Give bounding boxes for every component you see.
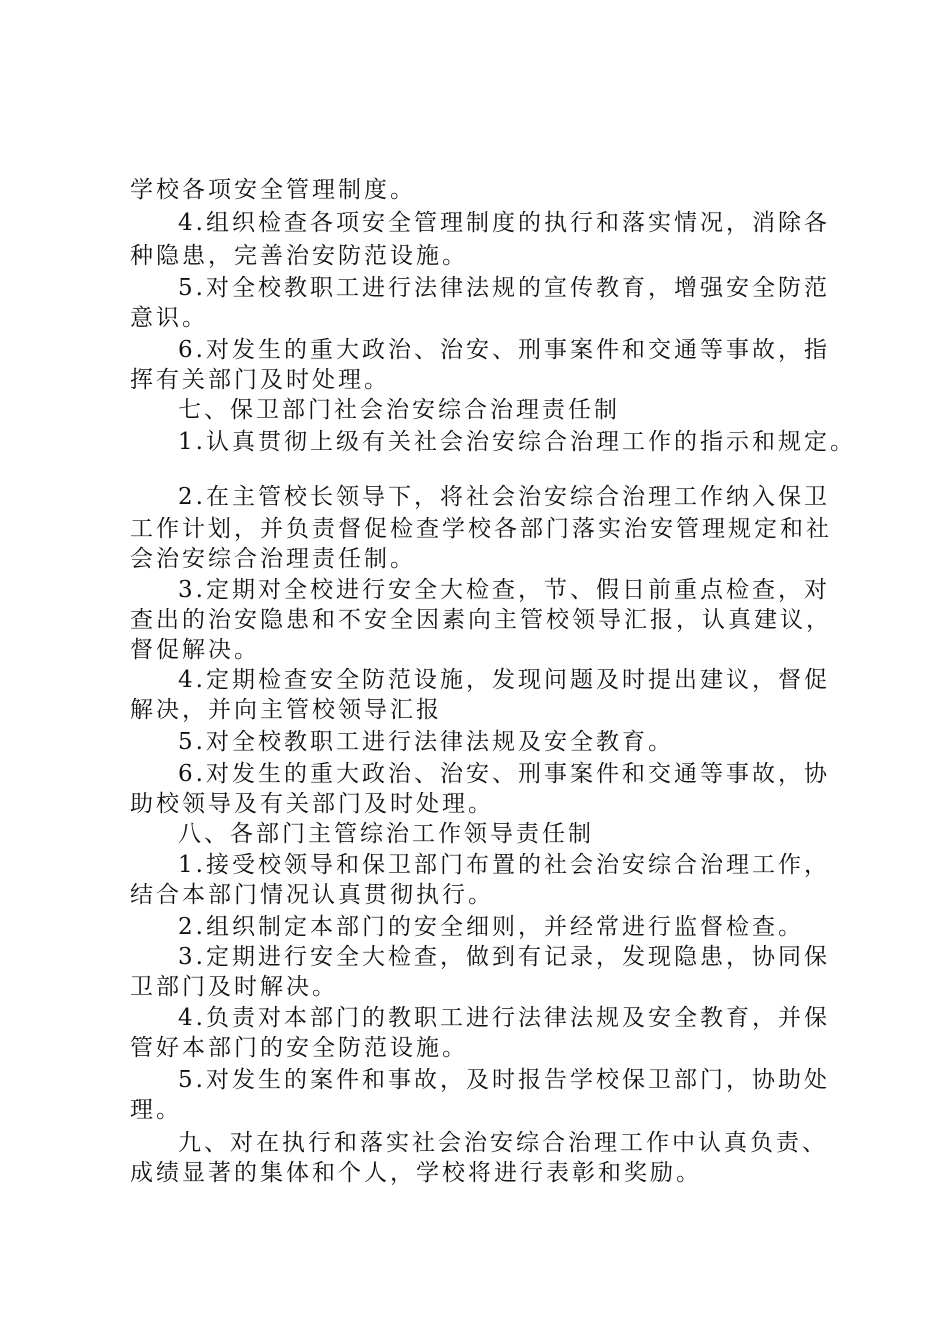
section-heading: 九、对在执行和落实社会治安综合治理工作中认真负责、 (178, 1130, 828, 1156)
text-line: 4.定期检查安全防范设施，发现问题及时提出建议，督促 (178, 667, 830, 693)
text-line: 督促解决。 (130, 637, 260, 663)
text-line: 助校领导及有关部门及时处理。 (130, 791, 494, 817)
text-line: 学校各项安全管理制度。 (130, 177, 416, 203)
text-line: 管好本部门的安全防范设施。 (130, 1035, 468, 1061)
text-line: 6.对发生的重大政治、治安、刑事案件和交通等事故，协 (178, 761, 830, 787)
text-line: 1.接受校领导和保卫部门布置的社会治安综合治理工作， (178, 852, 830, 878)
text-line: 挥有关部门及时处理。 (130, 367, 390, 393)
text-line: 成绩显著的集体和个人，学校将进行表彰和奖励。 (130, 1160, 702, 1186)
text-line: 4.组织检查各项安全管理制度的执行和落实情况，消除各 (178, 210, 830, 236)
text-line: 理。 (130, 1097, 182, 1123)
text-line: 2.在主管校长领导下，将社会治安综合治理工作纳入保卫 (178, 484, 830, 510)
text-line: 解决，并向主管校领导汇报 (130, 697, 442, 723)
text-line: 意识。 (130, 305, 208, 331)
text-line: 工作计划，并负责督促检查学校各部门落实治安管理规定和社 (130, 516, 832, 542)
text-line: 2.组织制定本部门的安全细则，并经常进行监督检查。 (178, 914, 804, 940)
text-line: 会治安综合治理责任制。 (130, 546, 416, 572)
text-line: 种隐患，完善治安防范设施。 (130, 243, 468, 269)
text-line: 3.定期进行安全大检查，做到有记录，发现隐患，协同保 (178, 944, 830, 970)
text-line: 5.对发生的案件和事故，及时报告学校保卫部门，协助处 (178, 1067, 830, 1093)
text-line: 5.对全校教职工进行法律法规的宣传教育，增强安全防范 (178, 275, 830, 301)
text-line: 1.认真贯彻上级有关社会治安综合治理工作的指示和规定。 (178, 429, 856, 455)
section-heading: 八、各部门主管综治工作领导责任制 (178, 821, 594, 847)
section-heading: 七、保卫部门社会治安综合治理责任制 (178, 397, 620, 423)
text-line: 卫部门及时解决。 (130, 974, 338, 1000)
text-line: 3.定期对全校进行安全大检查，节、假日前重点检查，对 (178, 577, 830, 603)
text-line: 6.对发生的重大政治、治安、刑事案件和交通等事故，指 (178, 337, 830, 363)
text-line: 结合本部门情况认真贯彻执行。 (130, 882, 494, 908)
text-line: 5.对全校教职工进行法律法规及安全教育。 (178, 729, 674, 755)
text-line: 4.负责对本部门的教职工进行法律法规及安全教育，并保 (178, 1005, 830, 1031)
text-line: 查出的治安隐患和不安全因素向主管校领导汇报，认真建议， (130, 607, 832, 633)
